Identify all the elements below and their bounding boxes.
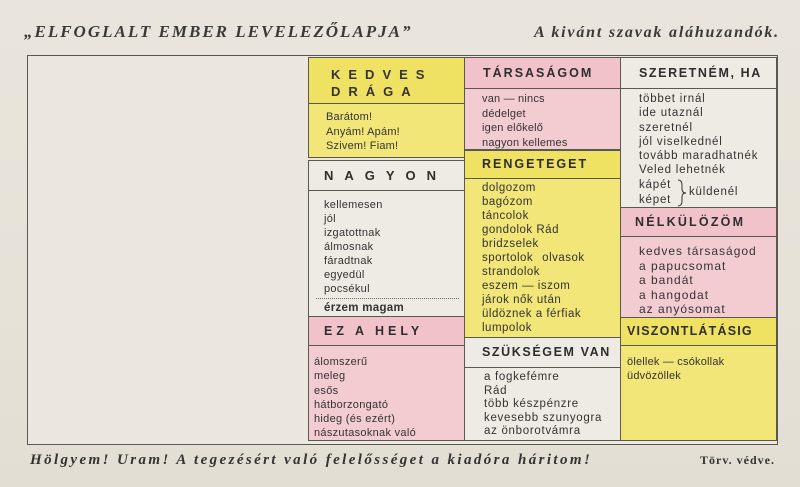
feeling-item: álmosnak bbox=[324, 241, 374, 253]
activity-list bbox=[464, 178, 621, 338]
postcard-title: „ELFOGLALT EMBER LEVELEZŐLAPJA” bbox=[24, 22, 413, 41]
publisher-disclaimer: Hölgyem! Uram! A tegezésért való felelősséget a kiadóra háritom! bbox=[30, 452, 593, 468]
nagyon-heading: NAGYON bbox=[324, 168, 448, 183]
wish-item: szeretnél bbox=[639, 121, 693, 134]
nagyon-list bbox=[324, 198, 464, 296]
feeling-item: fáradtnak bbox=[324, 255, 373, 267]
need-item: az önborotvámra bbox=[484, 425, 581, 438]
feeling-item: egyedül bbox=[324, 269, 365, 281]
missing-item: az anyósomat bbox=[639, 302, 726, 316]
activity-item-part: olvasok bbox=[542, 252, 585, 264]
activity-item: üldöznek a férfiak bbox=[482, 308, 582, 320]
address-area bbox=[28, 56, 308, 444]
missing-item: a papucsomat bbox=[639, 258, 727, 273]
place-item: hideg (és ezért) bbox=[314, 413, 396, 426]
activity-heading: RENGETEGET bbox=[482, 157, 589, 171]
need-heading: SZÜKSÉGEM VAN bbox=[482, 345, 611, 359]
feeling-item: izgatottnak bbox=[324, 227, 381, 239]
farewell-item: üdvözöllek bbox=[627, 370, 681, 382]
feeling-item: jól bbox=[324, 213, 336, 225]
wish-item: többet irnál bbox=[639, 93, 706, 105]
place-item: meleg bbox=[314, 370, 346, 383]
wish-choice-option: kápét bbox=[639, 179, 672, 191]
need-item: Rád bbox=[484, 384, 508, 397]
wish-item: Veled lehetnék bbox=[639, 164, 726, 177]
curly-brace-icon bbox=[677, 179, 687, 207]
company-heading: TÁRSASÁGOM bbox=[483, 66, 594, 80]
activity-item: táncolok bbox=[482, 210, 529, 222]
activity-item: járok nők után bbox=[482, 294, 562, 306]
activity-item: dolgozom bbox=[482, 182, 536, 194]
need-item: a fogkefémre bbox=[484, 371, 560, 383]
nagyon-heading-box bbox=[308, 160, 465, 191]
place-item: esős bbox=[314, 384, 339, 397]
activity-item: lumpolok bbox=[482, 322, 533, 334]
activity-item: bagózom bbox=[482, 196, 533, 208]
place-heading: EZ A HELY bbox=[324, 324, 424, 338]
wish-choice-verb: küldenél bbox=[689, 186, 739, 198]
activity-item bbox=[482, 251, 620, 265]
wish-item: tovább maradhatnék bbox=[639, 150, 759, 163]
wish-item: ide utaznál bbox=[639, 107, 704, 120]
place-item: nászutasoknak való bbox=[314, 427, 417, 440]
need-item: kevesebb szunyogra bbox=[484, 411, 603, 424]
wish-item: jól viselkednél bbox=[639, 135, 723, 148]
wish-list bbox=[639, 92, 776, 178]
activity-item: eszem — iszom bbox=[482, 280, 571, 292]
company-heading-box bbox=[464, 57, 621, 89]
company-item: nagyon kellemes bbox=[482, 136, 568, 149]
nagyon-box bbox=[308, 190, 465, 317]
farewell-heading-box bbox=[620, 317, 777, 346]
activity-item-part: sportolok bbox=[482, 252, 534, 264]
feeling-item: pocsékul bbox=[324, 283, 370, 295]
greeting-heading-draga: DRÁGA bbox=[331, 84, 419, 99]
greeting-heading-kedves: KEDVES bbox=[331, 67, 433, 82]
missing-item: a hangodat bbox=[639, 287, 710, 302]
addressee-item: Anyám! Apám! bbox=[326, 125, 400, 138]
company-list bbox=[464, 88, 621, 150]
wish-choice-option: képet bbox=[639, 194, 672, 206]
company-item: igen előkelő bbox=[482, 122, 544, 134]
wish-box bbox=[620, 88, 777, 208]
missing-list bbox=[620, 236, 777, 318]
company-item: van — nincs bbox=[482, 93, 545, 105]
place-heading-box bbox=[308, 316, 465, 346]
addressee-item: Barátom! bbox=[326, 111, 373, 123]
copyright-notice: Törv. védve. bbox=[700, 453, 775, 467]
feeling-item: kellemesen bbox=[324, 199, 383, 211]
missing-heading: NÉLKÜLÖZÖM bbox=[635, 215, 746, 229]
wish-heading-box bbox=[620, 57, 777, 89]
place-item: álomszerű bbox=[314, 356, 368, 368]
need-list bbox=[464, 367, 621, 441]
activity-heading-box bbox=[464, 150, 621, 179]
activity-item: strandolok bbox=[482, 266, 541, 278]
greeting-heading-box bbox=[308, 57, 465, 104]
missing-item: a bandát bbox=[639, 273, 694, 287]
place-item: hátborzongató bbox=[314, 398, 389, 411]
need-heading-box bbox=[464, 337, 621, 368]
nagyon-closing: érzem magam bbox=[316, 298, 459, 315]
activity-item: bridzselek bbox=[482, 238, 539, 250]
addressee-list bbox=[308, 103, 465, 158]
place-list bbox=[308, 345, 465, 441]
addressee-item: Szivem! Fiam! bbox=[326, 140, 399, 152]
missing-heading-box bbox=[620, 207, 777, 237]
activity-item: gondolok Rád bbox=[482, 224, 559, 236]
underline-instruction: A kivánt szavak aláhuzandók. bbox=[533, 24, 780, 41]
missing-item: kedves társaságod bbox=[639, 244, 757, 258]
company-item: dédelget bbox=[482, 107, 526, 120]
farewell-heading: VISZONTLÁTÁSIG bbox=[627, 324, 753, 338]
need-item: több készpénzre bbox=[484, 398, 579, 411]
farewell-item: ölellek — csókollak bbox=[627, 356, 725, 368]
farewell-list bbox=[620, 345, 777, 441]
wish-heading: SZERETNÉM, HA bbox=[639, 66, 762, 80]
